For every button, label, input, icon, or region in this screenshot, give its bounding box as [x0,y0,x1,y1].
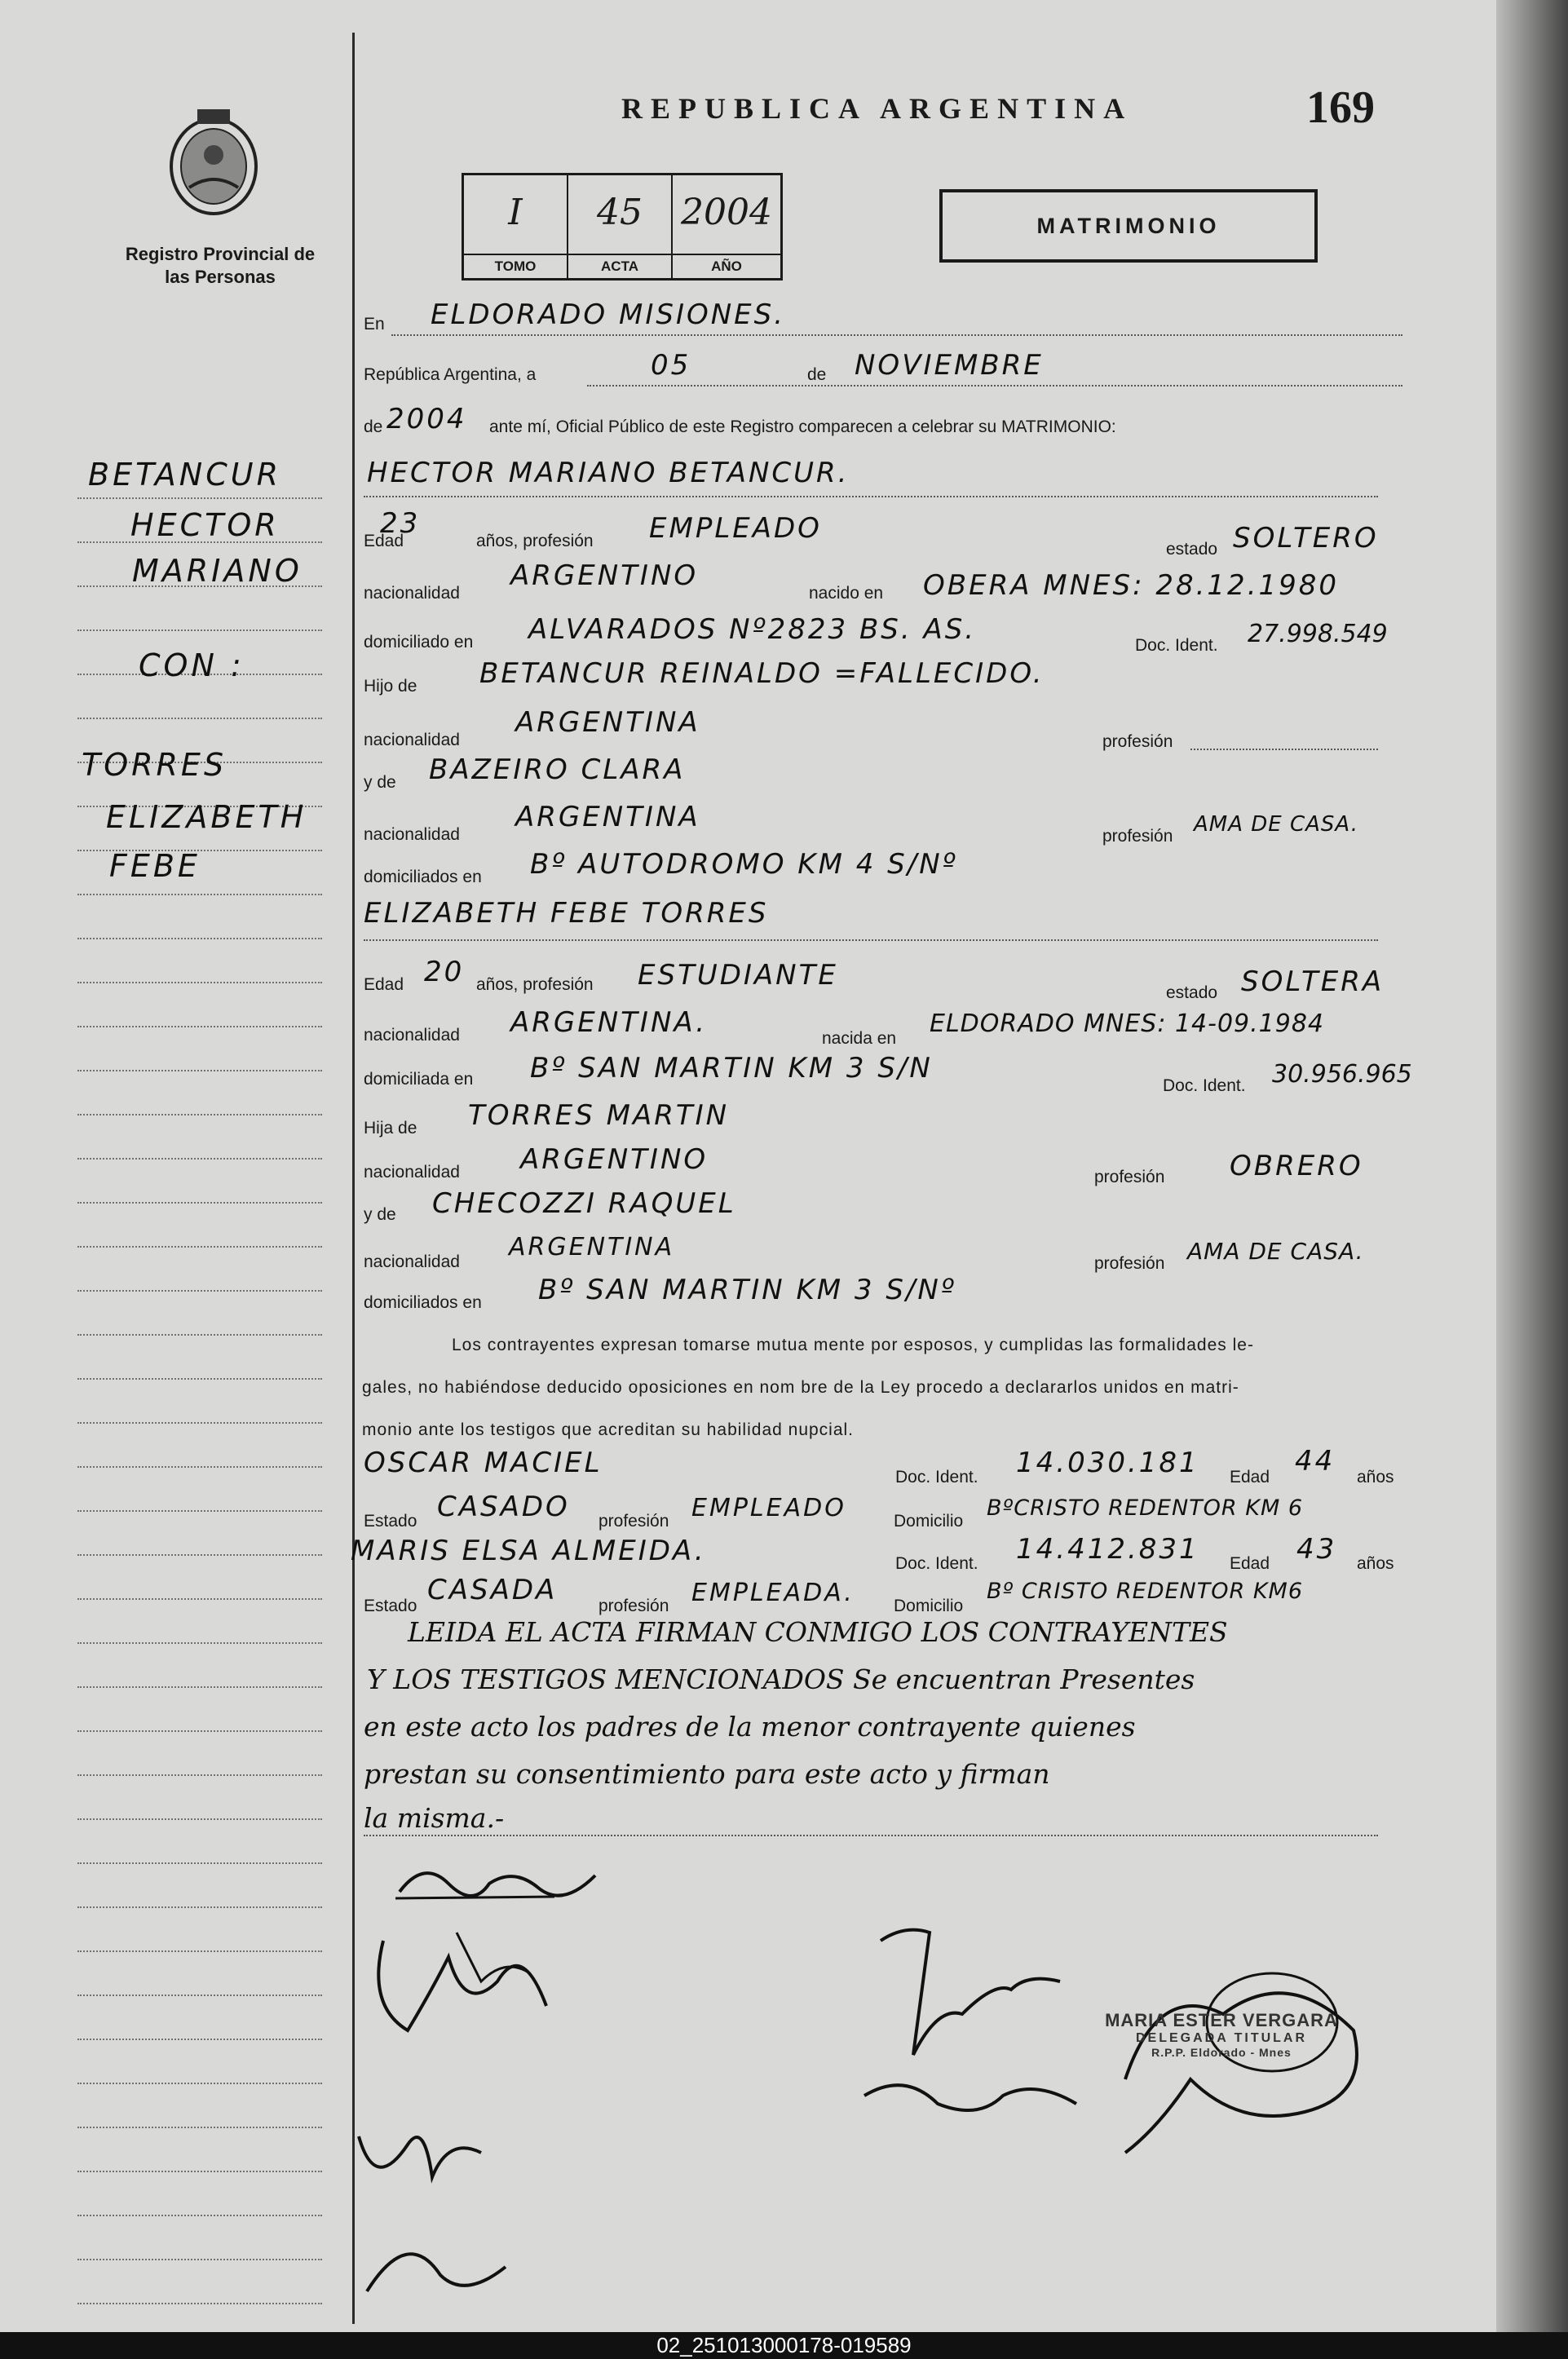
label-doc-ident: Doc. Ident. [895,1468,978,1487]
label-hija-de: Hija de [364,1119,417,1138]
label-edad: Edad [1230,1554,1270,1573]
bride-address: Bº SAN MARTIN KM 3 S/N [530,1052,933,1085]
label-nacido-en: nacido en [809,584,884,603]
groom-profession: EMPLEADO [649,512,822,545]
label-nacionalidad: nacionalidad [364,1163,460,1182]
bride-father-profession: OBRERO [1230,1150,1363,1182]
year-value: 2004 [386,403,467,435]
acta-label: ACTA [568,254,671,278]
witness1-age: 44 [1295,1445,1336,1478]
bride-mother-nationality: ARGENTINA [509,1233,675,1261]
ano-value: 2004 [681,192,772,233]
margin-ruled-line [77,1642,322,1644]
label-nacionalidad: nacionalidad [364,1252,460,1271]
closing-line: Y LOS TESTIGOS MENCIONADOS Se encuentran Presentes [367,1663,1195,1695]
margin-note-line: TORRES [82,747,227,783]
margin-ruled-line [77,1246,322,1248]
bride-birth: ELDORADO MNES: 14-09.1984 [930,1009,1325,1038]
margin-ruled-line [77,982,322,983]
label-nacionalidad: nacionalidad [364,825,460,844]
label-domiciliados-en: domiciliados en [364,1293,482,1312]
label-edad: Edad [1230,1468,1270,1487]
label-nacida-en: nacida en [822,1029,897,1048]
witness2-status: CASADA [427,1574,558,1606]
label-profesion: profesión [1094,1168,1165,1186]
margin-ruled-line [77,894,322,895]
margin-ruled-line [77,1995,322,1996]
witness2-profession: EMPLEADA. [691,1579,855,1607]
margin-ruled-line [77,1818,322,1820]
witness2-doc: 14.412.831 [1016,1533,1199,1566]
groom-name: HECTOR MARIANO BETANCUR. [367,457,850,489]
margin-ruled-line [77,1466,322,1468]
place-value: ELDORADO MISIONES. [431,298,786,331]
bride-father-nationality: ARGENTINO [520,1143,709,1176]
stamp-office: R.P.P. Eldorado - Mnes [1151,2046,1292,2059]
label-domicilio: Domicilio [894,1597,964,1615]
bride-status: SOLTERA [1241,965,1385,998]
image-id-footer: 02_251013000178-019589 [0,2332,1568,2359]
record-box [462,173,783,281]
label-nacionalidad: nacionalidad [364,584,460,603]
bride-nationality: ARGENTINA. [510,1006,708,1039]
margin-ruled-line [77,1070,322,1071]
closing-line: en este acto los padres de la menor contrayente quienes [364,1711,1136,1743]
provincial-seal-icon [161,106,266,220]
margin-note-line: BETANCUR [88,457,281,493]
form-type-box: MATRIMONIO [939,189,1318,263]
official-stamp [1075,2010,1368,2059]
groom-mother: BAZEIRO CLARA [429,753,686,786]
label-domiciliados-en: domiciliados en [364,868,482,886]
bride-mother: CHECOZZI RAQUEL [432,1187,736,1220]
dotted-line [587,385,1402,387]
dotted-line [364,496,1378,497]
registry-name: Registro Provincial de las Personas [125,244,316,287]
margin-ruled-line [77,2303,322,2304]
margin-ruled-line [77,497,322,499]
label-y-de: y de [364,1205,396,1224]
bride-name: ELIZABETH FEBE TORRES [364,897,769,930]
groom-nationality: ARGENTINO [510,559,699,592]
margin-ruled-line [77,1422,322,1424]
margin-ruled-line [77,2259,322,2260]
closing-line: LEIDA EL ACTA FIRMAN CONMIGO LOS CONTRAYENTES [408,1616,1228,1648]
label-estado: Estado [364,1597,417,1615]
witness1-profession: EMPLEADO [691,1494,846,1522]
margin-ruled-line [77,1730,322,1732]
label-estado: estado [1166,983,1218,1002]
label-hijo-de: Hijo de [364,677,417,696]
label-profesion: profesión [1102,732,1173,751]
bride-parents-address: Bº SAN MARTIN KM 3 S/Nº [538,1274,956,1306]
dotted-line [364,1835,1378,1836]
tomo-label: TOMO [464,254,567,278]
margin-ruled-line [77,1686,322,1688]
dotted-line [364,939,1378,941]
bride-profession: ESTUDIANTE [638,959,838,992]
signature-parents [815,1908,1093,2145]
margin-ruled-line [77,1158,322,1160]
witness1-address: BºCRISTO REDENTOR KM 6 [987,1495,1304,1521]
label-y-de: y de [364,773,396,792]
label-doc-ident: Doc. Ident. [1163,1076,1246,1095]
label-estado: estado [1166,540,1218,559]
margin-ruled-line [77,2171,322,2172]
groom-mother-nationality: ARGENTINA [515,801,700,833]
label-anios-profesion: años, profesión [476,532,594,550]
label-doc-ident: Doc. Ident. [895,1554,978,1573]
closing-line: prestan su consentimiento para este acto y firman [364,1758,1050,1790]
acta-value: 45 [597,192,643,233]
dotted-line [1190,749,1378,750]
margin-ruled-line [77,2215,322,2216]
witness1-status: CASADO [437,1491,570,1523]
legal-paragraph-line: Los contrayentes expresan tomarse mutua mente por esposos, y cumplidas las formalidades le- [452,1336,1254,1354]
margin-note-line: HECTOR [130,507,280,543]
legal-paragraph-line: gales, no habiéndose deducido oposiciones en nom bre de la Ley procedo a declararlos unidos en matri- [362,1378,1239,1397]
witness2-age: 43 [1296,1533,1337,1566]
witness2-name: MARIS ELSA ALMEIDA. [351,1535,706,1567]
label-doc-ident: Doc. Ident. [1135,636,1218,655]
margin-ruled-line [77,938,322,939]
page-number: 169 [1306,82,1375,133]
margin-ruled-line [77,1114,322,1115]
margin-ruled-line [77,1026,322,1027]
signature-groom [391,1851,620,1908]
month-value: NOVIEMBRE [855,349,1044,382]
margin-ruled-line [77,1510,322,1512]
margin-ruled-line [77,1554,322,1556]
label-anios: años [1357,1554,1394,1573]
signature-bride [359,1908,571,2047]
bride-father: TORRES MARTIN [468,1099,730,1132]
label-domiciliada-en: domiciliada en [364,1070,474,1089]
margin-ruled-line [77,2039,322,2040]
groom-birth: OBERA MNES: 28.12.1980 [923,569,1340,602]
bride-mother-profession: AMA DE CASA. [1187,1238,1364,1265]
label-republica: República Argentina, a [364,365,537,384]
label-profesion: profesión [598,1512,669,1531]
acta-cell [568,175,673,278]
margin-ruled-line [77,2083,322,2084]
margin-ruled-line [77,1290,322,1292]
margin-note-line: FEBE [109,848,201,884]
margin-line [352,33,355,2324]
signature-witnesses [342,2104,522,2316]
margin-ruled-line [77,1906,322,1908]
label-profesion: profesión [598,1597,669,1615]
margin-note-line: MARIANO [132,553,303,589]
margin-ruled-line [77,1202,322,1204]
witness2-address: Bº CRISTO REDENTOR KM6 [987,1579,1304,1604]
legal-paragraph-line: monio ante los testigos que acreditan su habilidad nupcial. [362,1420,855,1439]
margin-note-line: ELIZABETH [106,799,307,835]
witness1-doc: 14.030.181 [1016,1447,1199,1479]
ano-label: AÑO [673,254,780,278]
tomo-value: I [508,192,523,233]
label-anios: años [1357,1468,1394,1487]
groom-address: ALVARADOS Nº2823 BS. AS. [528,613,977,646]
label-edad: Edad [364,975,404,994]
label-en: En [364,315,385,334]
margin-ruled-line [77,630,322,631]
label-edad: Edad [364,532,404,550]
label-nacionalidad: nacionalidad [364,1026,460,1045]
dotted-line [391,334,1402,336]
margin-ruled-line [77,1774,322,1776]
groom-status: SOLTERO [1233,522,1379,554]
bride-doc: 30.956.965 [1272,1060,1412,1089]
day-value: 05 [651,349,691,382]
label-anios-profesion: años, profesión [476,975,594,994]
witness1-name: OSCAR MACIEL [364,1447,603,1479]
groom-mother-profession: AMA DE CASA. [1194,812,1358,837]
margin-ruled-line [77,1334,322,1336]
groom-parents-address: Bº AUTODROMO KM 4 S/Nº [530,848,958,881]
margin-ruled-line [77,718,322,719]
label-de2: de [364,417,383,436]
groom-age: 23 [380,507,421,540]
tomo-cell [464,175,568,278]
bride-age: 20 [424,956,465,988]
label-domiciliado-en: domiciliado en [364,633,474,652]
margin-ruled-line [77,2127,322,2128]
country-header: REPUBLICA ARGENTINA [621,92,1133,125]
label-profesion: profesión [1094,1254,1165,1273]
label-estado: Estado [364,1512,417,1531]
label-profesion: profesión [1102,827,1173,846]
margin-ruled-line [77,1598,322,1600]
margin-ruled-line [77,1862,322,1864]
label-nacionalidad: nacionalidad [364,731,460,749]
label-domicilio: Domicilio [894,1512,964,1531]
margin-ruled-line [77,1950,322,1952]
stamp-title: DELEGADA TITULAR [1135,2031,1308,2045]
groom-doc: 27.998.549 [1248,620,1388,648]
ano-cell [673,175,780,278]
stamp-name: MARIA ESTER VERGARA [1105,2010,1338,2030]
groom-father-nationality: ARGENTINA [515,706,700,739]
label-ante: ante mí, Oficial Público de este Registro comparecen a celebrar su MATRIMONIO: [489,417,1116,436]
margin-note-line: CON : [139,647,245,683]
groom-father: BETANCUR REINALDO =FALLECIDO. [479,657,1045,690]
label-de: de [807,365,827,384]
closing-line: la misma.- [364,1802,505,1834]
book-binding-edge [1496,0,1568,2332]
margin-ruled-line [77,1378,322,1380]
